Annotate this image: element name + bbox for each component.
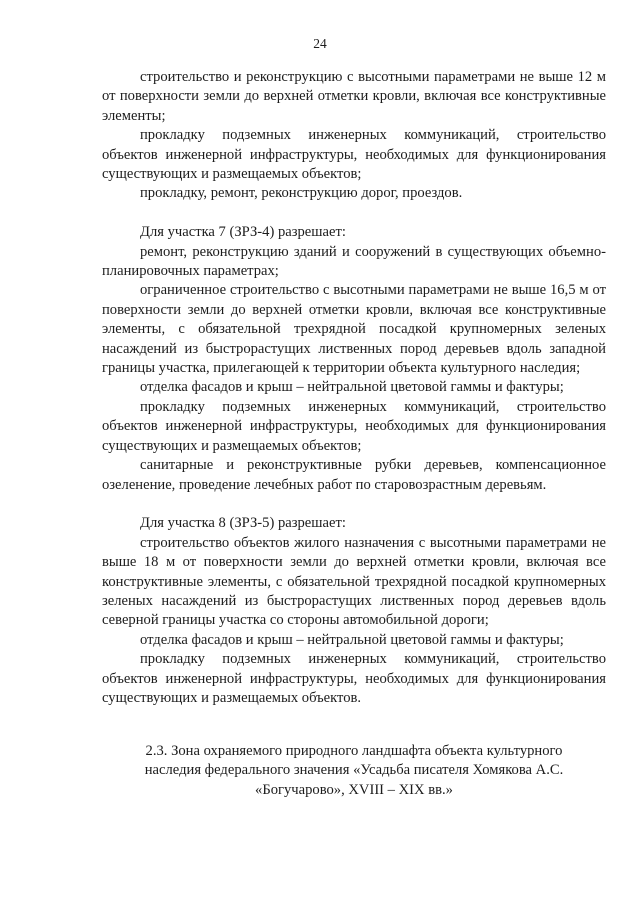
paragraph: ремонт, реконструкцию зданий и сооружений в существующих объемно-планировочных параметрах; <box>102 243 606 280</box>
document-body <box>102 68 606 708</box>
section-title <box>102 742 606 800</box>
paragraph: строительство и реконструкцию с высотными параметрами не выше 12 м от поверхности земли до верхней отметки кровли, включая все конструктивные элементы; <box>102 69 606 124</box>
paragraph: ограниченное строительство с высотными параметрами не выше 16,5 м от поверхности земли до верхней отметки кровли, включая все конструктивные элементы, с обязательной трехрядной посадкой крупномерных зеленых насаждений из быстрорастущих лиственных пород деревьев вдоль западной границы участка, прилегающей к территории объекта культурного наследия; <box>102 282 606 377</box>
paragraph: отделка фасадов и крыш – нейтральной цветовой гаммы и фактуры; <box>140 631 564 648</box>
section-heading-plot-7: Для участка 7 (ЗРЗ-4) разрешает: <box>140 224 346 241</box>
section-title-line: 2.3. Зона охраняемого природного ландшафта объекта культурного <box>145 743 563 759</box>
paragraph: отделка фасадов и крыш – нейтральной цветовой гаммы и фактуры; <box>140 379 564 396</box>
paragraph: прокладку, ремонт, реконструкцию дорог, проездов. <box>140 185 463 202</box>
section-title-line: наследия федерального значения «Усадьба писателя Хомякова А.С. <box>144 762 564 779</box>
paragraph: прокладку подземных инженерных коммуникаций, строительство объектов инженерной инфраструктуры, необходимых для функционирования существующих и размещаемых объектов; <box>102 127 606 183</box>
paragraph: прокладку подземных инженерных коммуникаций, строительство объектов инженерной инфраструктуры, необходимых для функционирования существующих и размещаемых объектов. <box>102 651 606 706</box>
page-number: 24 <box>313 36 327 51</box>
paragraph: строительство объектов жилого назначения с высотными параметрами не выше 18 м от поверхности земли до верхней отметки кровли, включая все конструктивные элементы, с обязательной трехрядной посадкой крупномерных зеленых насаждений из быстрорастущих лиственных пород деревьев вдоль северной границы участка со стороны автомобильной дороги; <box>102 534 606 629</box>
section-title-line: «Богучарово», XVIII – XIX вв.» <box>255 781 453 798</box>
paragraph: санитарные и реконструктивные рубки деревьев, компенсационное озеленение, проведение лечебных работ по старовозрастным деревьям. <box>102 457 606 493</box>
paragraph: прокладку подземных инженерных коммуникаций, строительство объектов инженерной инфраструктуры, необходимых для функционирования существующих и размещаемых объектов; <box>102 398 606 454</box>
section-heading-plot-8: Для участка 8 (ЗРЗ-5) разрешает: <box>140 515 346 532</box>
